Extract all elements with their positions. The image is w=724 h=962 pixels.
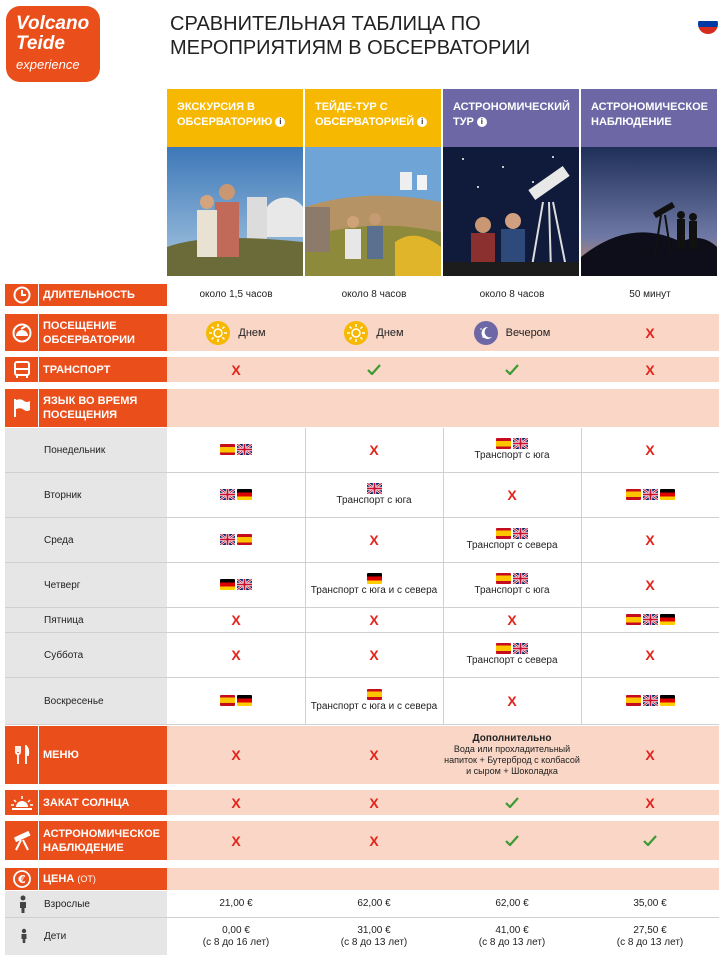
photo-teide-tour-group bbox=[305, 147, 441, 276]
de-flag-icon bbox=[660, 614, 675, 625]
column-header-line: АСТРОНОМИЧЕСКОЕ bbox=[591, 101, 708, 113]
russian-flag-icon[interactable] bbox=[698, 14, 718, 34]
day-label: Суббота bbox=[44, 649, 84, 661]
moon-icon bbox=[474, 321, 498, 345]
es-flag-icon bbox=[220, 695, 235, 706]
language-cell bbox=[443, 563, 581, 607]
column-header-line: НАБЛЮДЕНИЕ bbox=[591, 116, 672, 128]
photo-observatory-couple bbox=[167, 147, 303, 276]
gb-flag-icon bbox=[643, 489, 658, 500]
bus-icon bbox=[7, 361, 37, 379]
day-label: Пятница bbox=[44, 614, 84, 626]
cross-icon: X bbox=[231, 747, 241, 763]
child-price-cell bbox=[581, 918, 719, 955]
column-header-line: ОБСЕРВАТОРИЕЙ bbox=[315, 116, 415, 128]
check-icon bbox=[305, 357, 443, 382]
column-header-line: АСТРОНОМИЧЕСКИЙ bbox=[453, 101, 570, 113]
cross-icon: X bbox=[369, 832, 379, 849]
logo-line-1: Volcano bbox=[16, 13, 90, 34]
photo-astronomy-silhouette bbox=[581, 147, 717, 276]
language-flags bbox=[626, 614, 675, 625]
menu-extra-cell bbox=[443, 726, 581, 784]
menu-extra-title: Дополнительно bbox=[472, 733, 552, 744]
photo-astronomy-telescope bbox=[443, 147, 579, 276]
day-label: Среда bbox=[44, 534, 74, 546]
column-header-line: ОБСЕРВАТОРИЮ bbox=[177, 116, 273, 128]
es-flag-icon bbox=[496, 438, 511, 449]
column-divider bbox=[443, 428, 444, 724]
day-label: Четверг bbox=[44, 579, 81, 591]
cross-icon: X bbox=[645, 361, 655, 378]
es-flag-icon bbox=[220, 444, 235, 455]
gb-flag-icon bbox=[513, 573, 528, 584]
cross-icon: X bbox=[369, 647, 379, 663]
day-label-cell bbox=[5, 608, 167, 632]
de-flag-icon bbox=[237, 489, 252, 500]
child-price: 31,00 € bbox=[357, 924, 391, 936]
es-flag-icon bbox=[626, 489, 641, 500]
cross-icon: X bbox=[231, 832, 241, 849]
section-label: ЗАКАТ СОЛНЦА bbox=[43, 796, 130, 809]
language-flags bbox=[626, 695, 675, 706]
language-cell bbox=[167, 428, 305, 472]
day-label: Вторник bbox=[44, 489, 82, 501]
transport-note: Транспорт с юга bbox=[336, 495, 412, 506]
language-cell bbox=[305, 473, 443, 517]
language-cell bbox=[167, 563, 305, 607]
language-cell bbox=[443, 428, 581, 472]
cross-icon: X bbox=[645, 324, 655, 341]
child-age-note: (с 8 до 16 лет) bbox=[202, 936, 270, 948]
day-label-cell bbox=[5, 633, 167, 677]
gb-flag-icon bbox=[643, 614, 658, 625]
language-cell bbox=[305, 678, 443, 724]
language-flags bbox=[367, 573, 382, 584]
section-label-line: ПОСЕЩЕНИЯ bbox=[43, 409, 118, 421]
section-language bbox=[5, 389, 167, 427]
language-cell bbox=[581, 608, 719, 632]
visit-day-label: Днем bbox=[376, 326, 404, 339]
cross-icon: X bbox=[645, 442, 655, 458]
transport-note: Транспорт с севера bbox=[466, 655, 558, 666]
title-line-2: МЕРОПРИЯТИЯМ В ОБСЕРВАТОРИИ bbox=[170, 37, 531, 59]
column-header-line: ЭКСКУРСИЯ В bbox=[177, 101, 255, 113]
language-cell bbox=[167, 678, 305, 724]
check-icon bbox=[443, 790, 581, 815]
section-price bbox=[5, 868, 167, 890]
page-title bbox=[170, 12, 530, 60]
de-flag-icon bbox=[367, 573, 382, 584]
info-icon[interactable]: i bbox=[477, 117, 487, 127]
es-flag-icon bbox=[237, 534, 252, 545]
de-flag-icon bbox=[660, 695, 675, 706]
column-header-teide-tour[interactable] bbox=[305, 89, 441, 147]
section-label: МЕНЮ bbox=[43, 749, 79, 761]
column-header-astro-tour[interactable] bbox=[443, 89, 579, 147]
language-flags bbox=[367, 483, 382, 494]
es-flag-icon bbox=[367, 689, 382, 700]
transport-note: Транспорт с юга bbox=[474, 585, 550, 596]
info-icon[interactable]: i bbox=[417, 117, 427, 127]
language-flags bbox=[496, 643, 528, 654]
language-cell bbox=[305, 563, 443, 607]
euro-icon bbox=[7, 870, 37, 888]
info-icon[interactable]: i bbox=[275, 117, 285, 127]
day-label-cell bbox=[5, 518, 167, 562]
cross-icon: X bbox=[645, 532, 655, 548]
menu-extra-line: напиток + Бутерброд с колбасой bbox=[444, 755, 580, 765]
cross-icon: X bbox=[507, 693, 517, 709]
svg-text:€: € bbox=[18, 873, 26, 886]
language-flags bbox=[220, 489, 252, 500]
telescope-icon bbox=[7, 831, 37, 851]
cross-icon: X bbox=[369, 442, 379, 458]
adult-price: 62,00 € bbox=[495, 898, 529, 909]
language-flags bbox=[626, 489, 675, 500]
check-icon bbox=[443, 357, 581, 382]
menu-extra-line: Вода или прохладительный bbox=[453, 744, 571, 754]
child-price-cell bbox=[443, 918, 581, 955]
section-observatory-visit bbox=[5, 314, 167, 351]
child-age-note: (с 8 до 13 лет) bbox=[616, 936, 684, 948]
child-price: 27,50 € bbox=[633, 924, 667, 936]
cross-icon: X bbox=[645, 794, 655, 811]
price-children-label-cell bbox=[5, 918, 167, 955]
visit-day-label: Днем bbox=[238, 326, 266, 339]
cross-icon: X bbox=[369, 532, 379, 548]
gb-flag-icon bbox=[220, 534, 235, 545]
cutlery-icon bbox=[7, 745, 37, 765]
es-flag-icon bbox=[496, 643, 511, 654]
flag-icon bbox=[7, 398, 37, 418]
cross-icon: X bbox=[369, 794, 379, 811]
cross-icon: X bbox=[645, 747, 655, 763]
de-flag-icon bbox=[220, 579, 235, 590]
column-header-line: ТУР bbox=[453, 116, 474, 128]
child-price: 41,00 € bbox=[495, 924, 529, 936]
cross-icon: X bbox=[645, 647, 655, 663]
column-header-line: ТЕЙДЕ-ТУР С bbox=[315, 101, 388, 113]
duration-value: около 8 часов bbox=[479, 289, 545, 300]
duration-value: около 1,5 часов bbox=[199, 289, 273, 300]
section-transport bbox=[5, 357, 167, 382]
price-row-background bbox=[167, 868, 719, 890]
section-label-line: АСТРОНОМИЧЕСКОЕ bbox=[43, 827, 160, 840]
gb-flag-icon bbox=[237, 579, 252, 590]
gb-flag-icon bbox=[643, 695, 658, 706]
day-label-cell bbox=[5, 563, 167, 607]
es-flag-icon bbox=[626, 695, 641, 706]
sun-icon bbox=[206, 321, 230, 345]
section-label: ДЛИТЕЛЬНОСТЬ bbox=[43, 289, 135, 301]
column-divider bbox=[581, 428, 582, 724]
cross-icon: X bbox=[369, 747, 379, 763]
child-age-note: (с 8 до 13 лет) bbox=[478, 936, 546, 948]
cross-icon: X bbox=[507, 612, 517, 628]
divider bbox=[5, 917, 719, 918]
language-flags bbox=[220, 579, 252, 590]
cross-icon: X bbox=[231, 612, 241, 628]
clock-icon bbox=[7, 286, 37, 304]
language-flags bbox=[496, 528, 528, 539]
section-sunset bbox=[5, 790, 167, 815]
check-icon bbox=[443, 821, 581, 860]
language-flags bbox=[496, 438, 528, 449]
section-astro-observation bbox=[5, 821, 167, 860]
section-label: ЦЕНА bbox=[43, 873, 75, 885]
cross-icon: X bbox=[645, 577, 655, 593]
check-icon bbox=[581, 821, 719, 860]
section-label-line: ОБСЕРВАТОРИИ bbox=[43, 333, 135, 346]
gb-flag-icon bbox=[513, 528, 528, 539]
language-cell bbox=[443, 518, 581, 562]
language-row-background bbox=[167, 389, 719, 427]
section-label-line: ПОСЕЩЕНИЕ bbox=[43, 319, 117, 332]
language-cell bbox=[167, 518, 305, 562]
gb-flag-icon bbox=[220, 489, 235, 500]
day-label-cell bbox=[5, 428, 167, 472]
language-cell bbox=[581, 473, 719, 517]
section-label: ТРАНСПОРТ bbox=[43, 363, 111, 376]
day-label-cell bbox=[5, 473, 167, 517]
cross-icon: X bbox=[369, 612, 379, 628]
cross-icon: X bbox=[231, 647, 241, 663]
section-label-line: ЯЗЫК ВО ВРЕМЯ bbox=[43, 395, 138, 407]
child-person-icon bbox=[19, 928, 29, 947]
visit-cell bbox=[167, 314, 305, 351]
language-flags bbox=[220, 695, 252, 706]
duration-value: около 8 часов bbox=[341, 289, 407, 300]
observatory-dome-icon bbox=[7, 323, 37, 343]
divider bbox=[5, 724, 719, 725]
adult-price: 62,00 € bbox=[357, 898, 391, 909]
gb-flag-icon bbox=[513, 438, 528, 449]
child-price: 0,00 € bbox=[222, 924, 250, 936]
adult-person-icon bbox=[17, 895, 29, 916]
transport-note: Транспорт с юга bbox=[474, 450, 550, 461]
column-header-astro-observation[interactable] bbox=[581, 89, 717, 147]
day-label-cell bbox=[5, 678, 167, 724]
section-label-suffix: (ОТ) bbox=[77, 874, 96, 884]
cross-icon: X bbox=[507, 487, 517, 503]
de-flag-icon bbox=[237, 695, 252, 706]
adult-price: 35,00 € bbox=[633, 898, 667, 909]
sun-icon bbox=[344, 321, 368, 345]
language-flags bbox=[367, 689, 382, 700]
es-flag-icon bbox=[496, 528, 511, 539]
es-flag-icon bbox=[626, 614, 641, 625]
child-price-cell bbox=[305, 918, 443, 955]
visit-cell bbox=[443, 314, 581, 351]
transport-note: Транспорт с севера bbox=[466, 540, 558, 551]
transport-note: Транспорт с юга и с севера bbox=[310, 585, 438, 596]
cross-icon: X bbox=[231, 361, 241, 378]
duration-value: 50 минут bbox=[629, 289, 671, 300]
sunset-icon bbox=[7, 795, 37, 811]
child-age-note: (с 8 до 13 лет) bbox=[340, 936, 408, 948]
language-flags bbox=[496, 573, 528, 584]
adult-price: 21,00 € bbox=[219, 898, 253, 909]
logo-line-2: Teide bbox=[16, 33, 65, 54]
transport-note: Транспорт с юга и с севера bbox=[310, 701, 438, 712]
section-menu bbox=[5, 726, 167, 784]
language-flags bbox=[220, 444, 252, 455]
visit-evening-label: Вечером bbox=[505, 326, 551, 339]
gb-flag-icon bbox=[513, 643, 528, 654]
de-flag-icon bbox=[660, 489, 675, 500]
day-label: Понедельник bbox=[44, 444, 106, 456]
language-cell bbox=[443, 633, 581, 677]
es-flag-icon bbox=[496, 573, 511, 584]
gb-flag-icon bbox=[237, 444, 252, 455]
section-label-line: НАБЛЮДЕНИЕ bbox=[43, 841, 124, 854]
price-children-label: Дети bbox=[44, 931, 67, 942]
visit-cell bbox=[305, 314, 443, 351]
language-flags bbox=[220, 534, 252, 545]
section-duration bbox=[5, 284, 167, 306]
title-line-1: СРАВНИТЕЛЬНАЯ ТАБЛИЦА ПО bbox=[170, 13, 481, 35]
price-adults-label-cell bbox=[5, 891, 167, 917]
column-divider bbox=[305, 428, 306, 724]
logo-line-3: experience bbox=[16, 57, 80, 72]
price-adults-label: Взрослые bbox=[44, 898, 90, 910]
language-cell bbox=[581, 678, 719, 724]
menu-extra-line: и сыром + Шоколадка bbox=[466, 766, 558, 776]
cross-icon: X bbox=[231, 794, 241, 811]
child-price-cell bbox=[167, 918, 305, 955]
gb-flag-icon bbox=[367, 483, 382, 494]
day-label: Воскресенье bbox=[44, 695, 104, 707]
column-header-excursion[interactable] bbox=[167, 89, 303, 147]
brand-logo[interactable] bbox=[6, 6, 100, 82]
language-cell bbox=[167, 473, 305, 517]
